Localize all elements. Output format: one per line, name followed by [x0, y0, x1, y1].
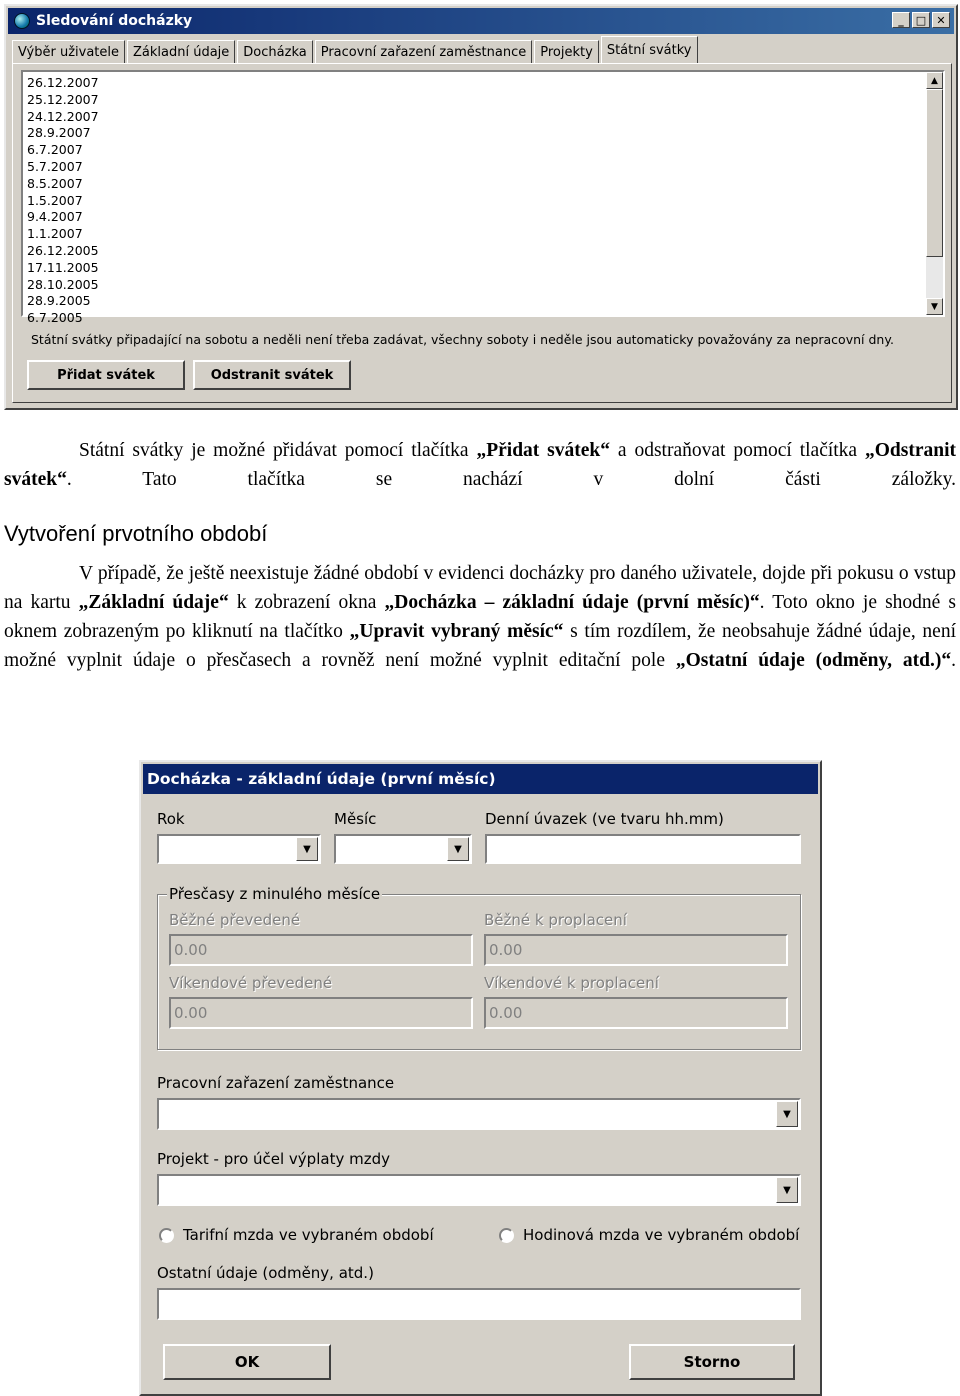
bold-run: „Docházka – základní údaje (první měsíc)“: [384, 592, 760, 613]
tab-panel: [12, 63, 952, 403]
holiday-list[interactable]: [21, 70, 945, 326]
tariff-wage-radio[interactable]: [159, 1226, 434, 1244]
regular-payout-label: Běžné k proplacení: [484, 911, 627, 929]
regular-payout-input[interactable]: 0.00: [484, 934, 788, 966]
year-label: Rok: [157, 810, 185, 828]
text-run: k zobrazení okna: [228, 592, 385, 613]
holiday-list-item[interactable]: 9.4.2007: [27, 209, 83, 225]
month-label: Měsíc: [334, 810, 377, 828]
bold-run: „Přidat svátek“: [476, 440, 611, 461]
tariff-wage-label: Tarifní mzda ve vybraném období: [183, 1226, 434, 1244]
paragraph-first-period: [4, 559, 956, 675]
tab-user-select[interactable]: Výběr uživatele: [12, 40, 125, 64]
holiday-list-item[interactable]: 26.12.2005: [27, 242, 99, 258]
overtime-group-title: Přesčasy z minulého měsíce: [169, 885, 381, 903]
holiday-list-item[interactable]: 25.12.2007: [27, 91, 99, 107]
text-run: .: [951, 650, 956, 671]
regular-transferred-label: Běžné převedené: [169, 911, 301, 929]
bold-run: „Upravit vybraný měsíc“: [349, 621, 564, 642]
attendance-window: [4, 4, 958, 410]
tab-basic-data[interactable]: Základní údaje: [127, 40, 235, 64]
add-holiday-button[interactable]: Přidat svátek: [27, 360, 185, 390]
tab-public-holidays[interactable]: Státní svátky: [601, 36, 698, 64]
project-combobox[interactable]: [157, 1174, 801, 1206]
other-data-input[interactable]: [157, 1288, 801, 1320]
bold-run: „Ostatní údaje (odměny, atd.)“: [675, 650, 952, 671]
first-month-dialog: [139, 760, 822, 1396]
holiday-list-item[interactable]: 24.12.2007: [27, 108, 99, 124]
holiday-list-item[interactable]: 8.5.2007: [27, 175, 83, 191]
vertical-scrollbar[interactable]: [926, 72, 943, 315]
weekend-transferred-label: Víkendové převedené: [169, 974, 333, 992]
chevron-down-icon[interactable]: ▼: [447, 837, 469, 861]
daily-workload-label: Denní úvazek (ve tvaru hh.mm): [485, 810, 724, 828]
text-run: s tím rozdílem, že neobsahuje žádné údaje, není možné vyplnit údaje o přesčasech a rovněž není možné vyplnit editační pole: [4, 621, 956, 671]
radio-circle-icon[interactable]: [499, 1228, 514, 1243]
bold-run: „Základní údaje“: [78, 592, 229, 613]
ok-button[interactable]: OK: [163, 1344, 331, 1380]
paragraph-holidays: [4, 436, 956, 494]
remove-holiday-button[interactable]: Odstranit svátek: [193, 360, 351, 390]
bold-run: „Odstranit svátek“: [4, 440, 956, 490]
tab-strip: [12, 40, 700, 64]
dialog-title-bar[interactable]: Docházka - základní údaje (první měsíc): [143, 764, 818, 794]
title-bar[interactable]: [8, 8, 954, 34]
text-run: V případě, že ještě neexistuje žádné období v evidenci docházky pro daného uživatele, dojde při pokusu o vstup na kartu: [4, 563, 956, 613]
tab-projects[interactable]: Projekty: [534, 40, 599, 64]
chevron-down-icon[interactable]: ▼: [776, 1101, 798, 1127]
radio-circle-icon[interactable]: [159, 1228, 174, 1243]
holiday-list-item[interactable]: 17.11.2005: [27, 259, 99, 275]
month-combobox[interactable]: [334, 834, 472, 864]
holiday-list-item[interactable]: 28.10.2005: [27, 276, 99, 292]
holiday-list-item[interactable]: 6.7.2007: [27, 142, 83, 158]
scroll-down-icon[interactable]: ▼: [926, 298, 943, 315]
holiday-list-item[interactable]: 1.1.2007: [27, 226, 83, 242]
close-button[interactable]: ✕: [932, 12, 950, 28]
holiday-list-item[interactable]: 1.5.2007: [27, 192, 83, 208]
weekend-payout-input[interactable]: 0.00: [484, 997, 788, 1029]
daily-workload-input[interactable]: [485, 834, 801, 864]
cancel-button[interactable]: Storno: [629, 1344, 795, 1380]
weekend-payout-label: Víkendové k proplacení: [484, 974, 659, 992]
text-run: . Tato tlačítka se nachází v dolní části záložky.: [66, 469, 956, 490]
holiday-list-item[interactable]: 28.9.2005: [27, 293, 91, 309]
weekend-note: Státní svátky připadající na sobotu a neděli není třeba zadávat, všechny soboty i neděle jsou automaticky považovány za nepracovní dny.: [31, 332, 894, 347]
text-run: Státní svátky je možné přidávat pomocí tlačítka: [79, 440, 477, 461]
scroll-thumb[interactable]: [926, 89, 943, 257]
holiday-list-item[interactable]: 6.7.2005: [27, 310, 83, 326]
section-heading: Vytvoření prvotního období: [4, 521, 268, 546]
text-run: . Toto okno je shodné s oknem zobrazeným po kliknutí na tlačítko: [4, 592, 956, 642]
job-assignment-combobox[interactable]: [157, 1098, 801, 1130]
project-label: Projekt - pro účel výplaty mzdy: [157, 1150, 390, 1168]
other-data-label: Ostatní údaje (odměny, atd.): [157, 1264, 374, 1282]
holiday-list-item[interactable]: 26.12.2007: [27, 75, 99, 90]
window-title: Sledování docházky: [36, 13, 193, 29]
scroll-up-icon[interactable]: ▲: [926, 72, 943, 89]
regular-transferred-input[interactable]: 0.00: [169, 934, 473, 966]
job-assignment-label: Pracovní zařazení zaměstnance: [157, 1074, 395, 1092]
hourly-wage-label: Hodinová mzda ve vybraném období: [523, 1226, 800, 1244]
maximize-button[interactable]: □: [912, 12, 930, 28]
weekend-transferred-input[interactable]: 0.00: [169, 997, 473, 1029]
chevron-down-icon[interactable]: ▼: [776, 1177, 798, 1203]
text-run: a odstraňovat pomocí tlačítka: [610, 440, 865, 461]
tab-job-assignment[interactable]: Pracovní zařazení zaměstnance: [315, 40, 533, 64]
minimize-button[interactable]: _: [892, 12, 910, 28]
holiday-list-item[interactable]: 28.9.2007: [27, 125, 91, 141]
tab-attendance[interactable]: Docházka: [237, 40, 312, 64]
app-icon: [14, 13, 30, 29]
holiday-list-item[interactable]: 5.7.2007: [27, 158, 83, 174]
hourly-wage-radio[interactable]: [499, 1226, 799, 1244]
year-combobox[interactable]: [157, 834, 321, 864]
chevron-down-icon[interactable]: ▼: [296, 837, 318, 861]
holiday-items: [27, 75, 99, 327]
